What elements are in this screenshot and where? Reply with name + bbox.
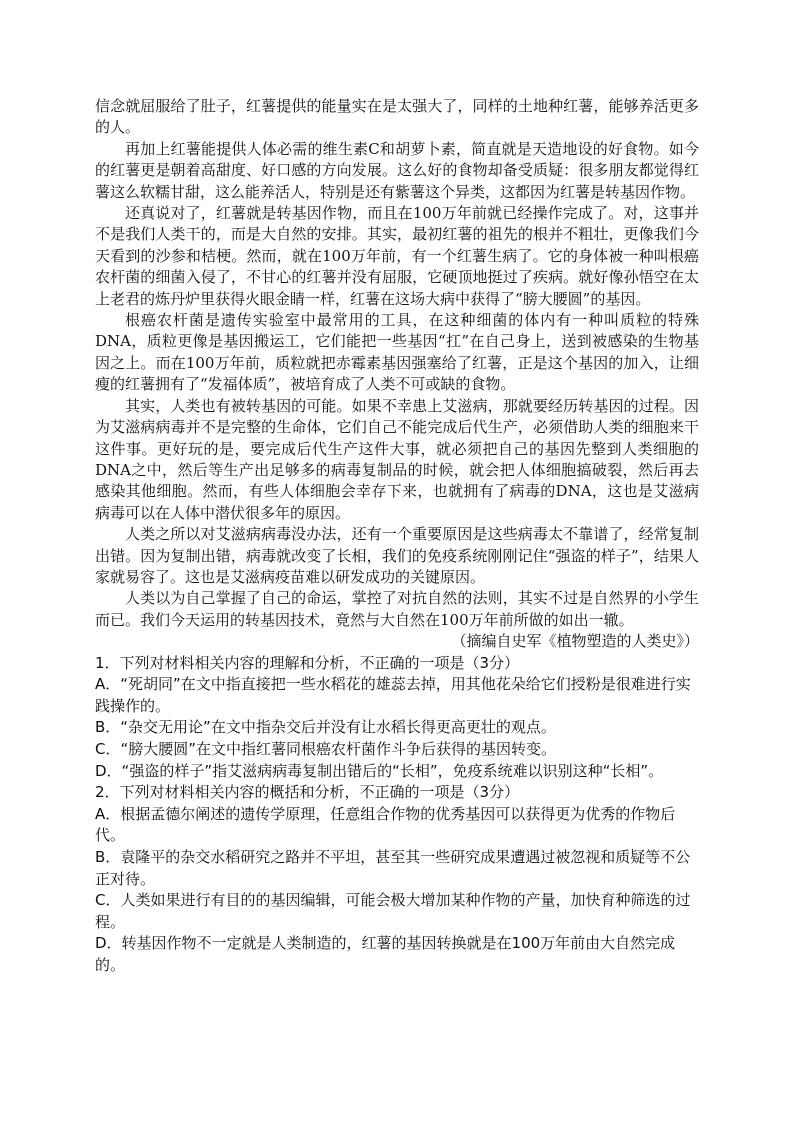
question-2-stem: 2．下列对材料相关内容的概括和分析，不正确的一项是（3分） — [95, 783, 520, 802]
article-paragraph: 其实，人类也有被转基因的可能。如果不幸患上艾滋病，那就要经历转基因的过程。因为艾滋病病毒并不是完整的生命体，它们自己不能完成后代生产，必须借助人类的细胞来干这件事。更好玩的是，要完成后代生产这件大事，就必须把自己的基因先整到人类细胞的DNA之中，然后等生产出足够多的病毒复制品的时候，就会把人体细胞搞破裂，然后再去感染其他细胞。然而，有些人体细胞会幸存下来，也就拥有了病毒的DNA，这也是艾滋病病毒可以在人体中潜伏很多年的原因。 — [95, 396, 699, 522]
article-source: （摘编自史军《植物塑造的人类史》） — [451, 632, 699, 651]
question-1-option-d: D．“强盗的样子”指艾滋病病毒复制出错后的“长相”，免疫系统难以识别这种“长相”。 — [95, 761, 664, 780]
article-paragraph: 根癌农杆菌是遗传实验室中最常用的工具，在这种细菌的体内有一种叫质粒的特殊DNA，质粒更像是基因搬运工，它们能把一些基因“扛”在自己身上，送到被感染的生物基因之上。而在100万年前，质粒就把赤霉素基因强塞给了红薯，正是这个基因的加入，让细瘦的红薯拥有了“发福体质”，被培育成了人类不可或缺的食物。 — [95, 311, 699, 394]
question-1-option-a: A．“死胡同”在文中指直接把一些水稻花的雄蕊去掉，用其他花朵给它们授粉是很难进行实践操作的。 — [95, 675, 691, 715]
question-2-option-a: A．根据孟德尔阐述的遗传学原理，任意组合作物的优秀基因可以获得更为优秀的作物后代。 — [95, 804, 676, 845]
document-page — [95, 96, 699, 976]
question-2-option-b: B．袁隆平的杂交水稻研究之路并不平坦，甚至其一些研究成果遭遇过被忽视和质疑等不公正对待。 — [95, 847, 691, 888]
article-paragraph: 还真说对了，红薯就是转基因作物，而且在100万年前就已经操作完成了。对，这事并不是我们人类干的，而是大自然的安排。其实，最初红薯的祖先的根并不粗壮，更像我们今天看到的沙参和桔梗。然而，就在100万年前，有一个红薯生病了。它的身体被一种叫根癌农杆菌的细菌入侵了，不甘心的红薯并没有屈服，它硬顶地挺过了疾病。就好像孙悟空在太上老君的炼丹炉里获得火眼金睛一样，红薯在这场大病中获得了“膀大腰圆”的基因。 — [95, 204, 699, 308]
question-1-stem: 1．下列对材料相关内容的理解和分析，不正确的一项是（3分） — [95, 653, 520, 672]
article-body — [95, 96, 699, 653]
article-paragraph: 信念就屈服给了肚子，红薯提供的能量实在是太强大了，同样的土地种红薯，能够养活更多的人。 — [95, 97, 699, 137]
question-1-option-c: C．“膀大腰圆”在文中指红薯同根癌农杆菌作斗争后获得的基因转变。 — [95, 739, 557, 758]
question-list — [95, 653, 699, 977]
question-1-option-b: B．“杂交无用论”在文中指杂交后并没有让水稻长得更高更壮的观点。 — [95, 718, 556, 737]
question-2-option-c: C．人类如果进行有目的的基因编辑，可能会极大增加某种作物的产量，加快育种筛选的过程。 — [95, 891, 691, 931]
article-paragraph: 再加上红薯能提供人体必需的维生素C和胡萝卜素，简直就是天造地设的好食物。如今的红薯更是朝着高甜度、好口感的方向发展。这么好的食物却备受质疑：很多朋友都觉得红薯这么软糯甘甜，这么能养活人，特别是还有紫薯这个异类，这都因为红薯是转基因作物。 — [95, 139, 699, 201]
question-2-option-d: D．转基因作物不一定就是人类制造的，红薯的基因转换就是在100万年前由大自然完成的。 — [95, 934, 676, 974]
article-paragraph: 人类以为自己掌握了自己的命运，掌控了对抗自然的法则，其实不过是自然界的小学生而已。我们今天运用的转基因技术，竟然与大自然在100万年前所做的如出一辙。 — [95, 589, 699, 629]
article-paragraph: 人类之所以对艾滋病病毒没办法，还有一个重要原因是这些病毒太不靠谱了，经常复制出错。因为复制出错，病毒就改变了长相，我们的免疫系统刚刚记住“强盗的样子”，结果人家就易容了。这也是艾滋病疫苗难以研发成功的关键原因。 — [95, 525, 699, 586]
